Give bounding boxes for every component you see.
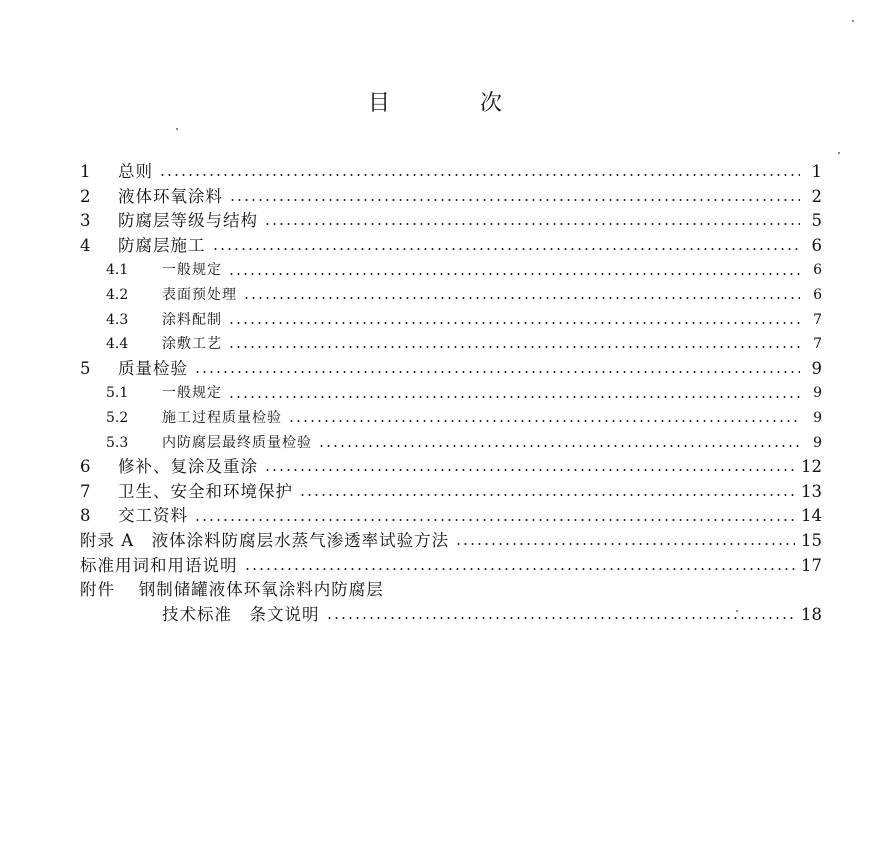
toc-entry-page: 9 [811, 358, 822, 378]
toc-entry-page: 1 [811, 162, 822, 181]
toc-entry-label: 一般规定 [162, 262, 222, 279]
table-of-contents [80, 160, 822, 627]
toc-entry-label: 防腐层施工 [118, 235, 206, 255]
toc-entry-page: 15 [801, 530, 822, 550]
toc-entry[interactable] [80, 406, 822, 431]
dot-leader [318, 445, 800, 447]
toc-entry[interactable] [80, 185, 822, 210]
toc-entry-number: 4 [80, 235, 91, 255]
toc-entry-page: 9 [813, 434, 822, 451]
toc-entry-page: 6 [813, 286, 822, 303]
toc-entry-page: 5 [811, 211, 822, 231]
toc-entry-label: 液体环氧涂料 [118, 186, 223, 206]
toc-entry-number: 5.3 [106, 434, 129, 451]
toc-entry-page: 9 [813, 409, 822, 426]
toc-entry[interactable] [80, 455, 822, 480]
title-char-2: 次 [480, 91, 503, 116]
toc-entry-page: 13 [801, 481, 822, 501]
toc-entry-label: 交工资料 [118, 506, 188, 526]
dot-leader [288, 420, 800, 422]
toc-entry[interactable] [80, 603, 822, 628]
toc-entry-label: 防腐层等级与结构 [118, 211, 258, 231]
toc-entry[interactable] [80, 504, 822, 529]
toc-entry-number: 5 [80, 358, 91, 378]
toc-entry-label: 涂敷工艺 [162, 336, 222, 353]
toc-entry[interactable] [80, 234, 822, 259]
toc-entry-label: 卫生、安全和环境保护 [118, 481, 293, 501]
scan-speck [176, 128, 178, 130]
toc-entry-label: 技术标准 条文说明 [162, 604, 320, 624]
toc-entry-number: 7 [80, 481, 91, 501]
dot-leader [228, 273, 800, 275]
toc-entry[interactable] [80, 357, 822, 382]
toc-entry-number: 8 [80, 506, 91, 526]
toc-entry-page: 7 [813, 311, 822, 328]
dot-leader [229, 199, 800, 201]
toc-entry[interactable] [80, 332, 822, 357]
toc-entry-label: 总则 [118, 162, 153, 181]
toc-entry-number: 4.3 [106, 311, 129, 328]
toc-entry-label: 标准用词和用语说明 [80, 555, 238, 575]
page-title [0, 86, 870, 117]
dot-leader [326, 617, 796, 619]
dot-leader [212, 248, 801, 250]
toc-entry-page: 17 [801, 555, 822, 575]
dot-leader [194, 519, 795, 521]
toc-entry-label: 修补、复涂及重涂 [118, 457, 258, 477]
toc-entry[interactable] [80, 258, 822, 283]
toc-entry-page: 18 [801, 604, 822, 624]
title-char-1: 目 [367, 91, 390, 116]
toc-entry-label: 附件 钢制储罐液体环氧涂料内防腐层 [80, 580, 384, 600]
toc-entry-number: 4.2 [106, 286, 129, 303]
dot-leader [243, 297, 800, 299]
scan-speck [838, 152, 840, 154]
toc-entry-page: 9 [813, 385, 822, 402]
toc-entry[interactable] [80, 529, 822, 554]
dot-leader [228, 396, 800, 398]
toc-entry-label: 内防腐层最终质量检验 [162, 434, 312, 451]
toc-entry-page: 2 [811, 186, 822, 206]
toc-entry-page: 12 [801, 457, 822, 477]
toc-entry-number: 4.4 [106, 336, 129, 353]
toc-entry-number: 5.1 [106, 385, 129, 402]
toc-entry[interactable] [80, 209, 822, 234]
toc-entry-number: 3 [80, 211, 91, 231]
toc-entry-page: 6 [813, 262, 822, 279]
toc-entry-number: 4.1 [106, 262, 129, 279]
dot-leader [194, 371, 800, 373]
toc-entry[interactable] [80, 160, 822, 185]
toc-entry[interactable] [80, 554, 822, 579]
toc-entry-number: 1 [80, 162, 91, 181]
toc-entry[interactable] [80, 381, 822, 406]
scan-speck [736, 610, 738, 612]
toc-entry-label: 一般规定 [162, 385, 222, 402]
toc-entry-number: 6 [80, 457, 91, 477]
toc-entry-label: 施工过程质量检验 [162, 409, 282, 426]
toc-entry[interactable] [80, 308, 822, 333]
dot-leader [228, 346, 800, 348]
dot-leader [228, 322, 800, 324]
dot-leader [299, 494, 795, 496]
toc-entry-number: 2 [80, 186, 91, 206]
toc-entry-page: 7 [813, 336, 822, 353]
toc-entry-label: 质量检验 [118, 358, 188, 378]
dot-leader [244, 568, 796, 570]
toc-entry-label: 表面预处理 [162, 286, 237, 303]
dot-leader [159, 174, 800, 176]
toc-entry-number: 5.2 [106, 409, 129, 426]
dot-leader [264, 469, 795, 471]
toc-entry[interactable] [80, 480, 822, 505]
toc-entry-page: 6 [811, 235, 822, 255]
toc-entry[interactable] [80, 283, 822, 308]
scan-speck [852, 20, 854, 22]
toc-entry-label: 涂料配制 [162, 311, 222, 328]
dot-leader [455, 543, 795, 545]
dot-leader [264, 223, 800, 225]
toc-entry-label: 附录 A 液体涂料防腐层水蒸气渗透率试验方法 [80, 530, 450, 550]
toc-entry[interactable] [80, 431, 822, 456]
toc-entry-page: 14 [801, 506, 822, 526]
toc-entry[interactable] [80, 578, 822, 603]
